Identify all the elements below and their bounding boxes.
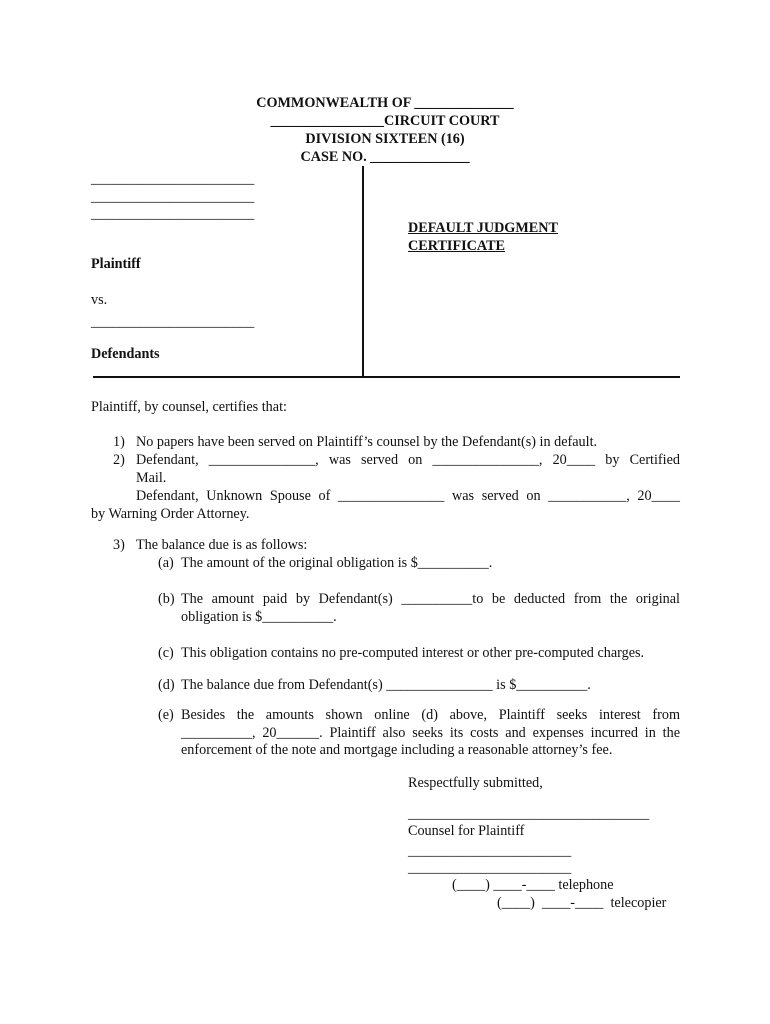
- caption-vertical-rule: [362, 166, 364, 376]
- item-2-text-line4: by Warning Order Attorney.: [91, 506, 250, 522]
- caption-horizontal-rule: [93, 376, 680, 378]
- subitem-e-label: (e): [158, 707, 174, 723]
- subitem-c-text: This obligation contains no pre-computed interest or other pre-computed charges.: [181, 645, 645, 661]
- subitem-c-label: (c): [158, 645, 174, 661]
- subitem-a-text: The amount of the original obligation is $__________.: [181, 555, 493, 571]
- closing-statement: Respectfully submitted,: [408, 775, 543, 791]
- item-3-text: The balance due is as follows:: [136, 537, 308, 553]
- header-case-number: CASE NO. ______________: [300, 149, 470, 165]
- defendants-label: Defendants: [91, 346, 160, 362]
- counsel-label: Counsel for Plaintiff: [408, 823, 525, 839]
- plaintiff-blank-line: _______________________: [91, 206, 255, 222]
- subitem-d-text: The balance due from Defendant(s) _______________ is $__________.: [181, 677, 591, 693]
- telephone-line: (____) ____-____ telephone: [452, 877, 614, 893]
- plaintiff-blank-line: _______________________: [91, 189, 255, 205]
- subitem-a-label: (a): [158, 555, 174, 571]
- defendant-blank-line: _______________________: [91, 314, 255, 330]
- item-1-text: No papers have been served on Plaintiff’s counsel by the Defendant(s) in default.: [136, 434, 598, 450]
- item-3-number: 3): [113, 537, 125, 553]
- item-2-text-line2: Mail.: [136, 470, 167, 486]
- address-blank-line: _______________________: [408, 860, 572, 876]
- document-title-line1: DEFAULT JUDGMENT: [408, 220, 558, 236]
- header-division: DIVISION SIXTEEN (16): [305, 131, 465, 147]
- versus-label: vs.: [91, 292, 108, 308]
- item-2-number: 2): [113, 452, 125, 468]
- subitem-e-text-line2: __________, 20______. Plaintiff also seeks its costs and expenses incurred in the: [181, 725, 680, 741]
- header-circuit-court: ________________CIRCUIT COURT: [270, 113, 500, 129]
- address-blank-line: _______________________: [408, 843, 572, 859]
- subitem-e-text-line1: Besides the amounts shown online (d) above, Plaintiff seeks interest from: [181, 707, 680, 723]
- subitem-e-text-line3: enforcement of the note and mortgage including a reasonable attorney’s fee.: [181, 742, 613, 758]
- subitem-b-text-line2: obligation is $__________.: [181, 609, 337, 625]
- intro-statement: Plaintiff, by counsel, certifies that:: [91, 399, 287, 415]
- header-commonwealth: COMMONWEALTH OF ______________: [256, 95, 514, 111]
- plaintiff-label: Plaintiff: [91, 256, 141, 272]
- subitem-b-text-line1: The amount paid by Defendant(s) __________to be deducted from the original: [181, 591, 680, 607]
- subitem-d-label: (d): [158, 677, 175, 693]
- telecopier-line: (____) ____-____ telecopier: [497, 895, 667, 911]
- plaintiff-blank-line: _______________________: [91, 171, 255, 187]
- item-2-text-line1: Defendant, _______________, was served on _______________, 20____ by Certified: [136, 452, 680, 468]
- document-title-line2: CERTIFICATE: [408, 238, 505, 254]
- signature-line: __________________________________: [408, 806, 650, 822]
- item-2-text-line3: Defendant, Unknown Spouse of _______________ was served on ___________, 20____: [136, 488, 680, 504]
- subitem-b-label: (b): [158, 591, 175, 607]
- item-1-number: 1): [113, 434, 125, 450]
